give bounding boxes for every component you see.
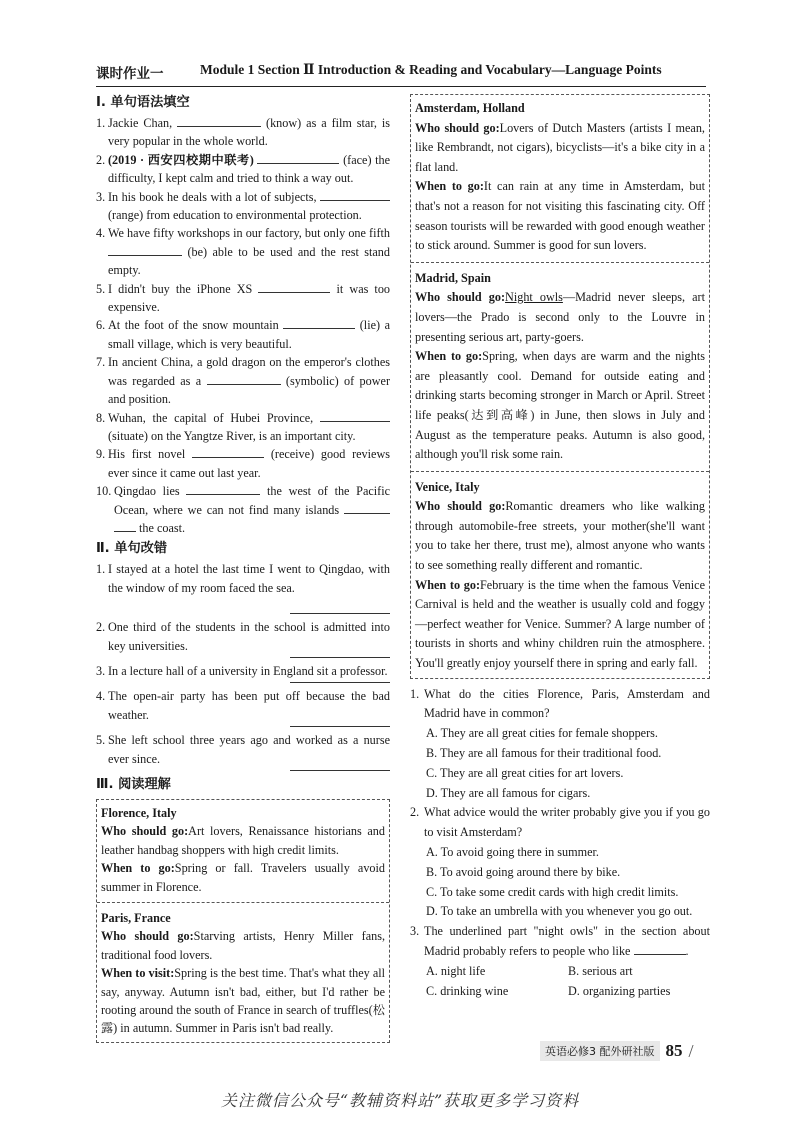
mcq-3-options-row-2 (410, 982, 710, 1002)
answer-blank[interactable] (114, 519, 136, 532)
page-number: 85 (665, 1041, 683, 1060)
reading-questions (410, 685, 710, 1002)
fill-item-3: 3. In his book he deals with a lot of subjects, (range) from education to environmental protection. (96, 188, 390, 225)
madrid-when: When to go:Spring, when days are warm and the nights are pleasantly cool. Demand for outside eating and drinking starts becoming stronger in March or April. Street life peaks(达到高峰) in June, then slows in July and August as the temperature peaks. Autumn is also good, although you'll risk some rain. (415, 349, 705, 462)
fill-item-4: 4. We have fifty workshops in our factory, but only one fifth (be) able to be used and the rest stand empty. (96, 226, 390, 278)
header-title: Module 1 Section Ⅱ Introduction & Reading and Vocabulary—Language Points (200, 62, 662, 77)
answer-line[interactable] (290, 678, 390, 683)
mcq-2-option-a[interactable]: A. To avoid going there in summer. (426, 845, 599, 859)
answer-blank[interactable] (257, 151, 339, 164)
mcq-3-option-d[interactable]: D. organizing parties (568, 983, 671, 998)
section-title-correction: Ⅱ. 单句改错 (96, 541, 168, 557)
mcq-1-option-c[interactable]: C. They are all great cities for art lovers. (426, 765, 624, 780)
city-title-amsterdam: Amsterdam, Holland (415, 101, 525, 115)
mcq-3-option-c[interactable]: C. drinking wine (426, 983, 509, 998)
answer-blank[interactable] (192, 445, 264, 458)
florence-when: When to go:Spring or fall. Travelers usually avoid summer in Florence. (101, 861, 385, 894)
mcq-3-option-a[interactable]: A. night life (426, 963, 486, 978)
correction-item-5: 5. She left school three years ago and worked as a nurse ever since. (96, 731, 390, 771)
section-title-grammar: Ⅰ. 单句语法填空 (96, 95, 190, 110)
book-tag: 英语必修3 配外研社版 (540, 1041, 660, 1061)
mcq-question-1: 1. What do the cities Florence, Paris, Amsterdam and Madrid have in common? (410, 686, 710, 721)
correction-item-3: 3. In a lecture hall of a university in England sit a professor. (96, 662, 390, 683)
fill-item-7: 7. In ancient China, a gold dragon on the emperor's clothes was regarded as a (symbolic) of power and position. (96, 355, 391, 407)
mcq-question-2: 2. What advice would the writer probably give you if you go to visit Amsterdam? (410, 805, 710, 840)
answer-line[interactable] (290, 653, 390, 658)
mcq-1-option-b[interactable]: B. They are all famous for their traditional food. (426, 746, 662, 761)
box-divider (97, 902, 389, 903)
mcq-3-option-b[interactable]: B. serious art (568, 963, 633, 978)
mcq-1-option-a[interactable]: A. They are all great cities for female shoppers. (426, 726, 658, 741)
footer-slash: / (688, 1040, 694, 1061)
city-title-madrid: Madrid, Spain (415, 270, 491, 285)
answer-blank[interactable] (320, 409, 390, 422)
underlined-night-owls: Night owls (505, 290, 563, 305)
answer-blank[interactable] (634, 942, 686, 955)
answer-line[interactable] (290, 722, 390, 727)
mcq-2-option-d[interactable]: D. To take an umbrella with you whenever you go out. (426, 904, 693, 919)
fill-item-2: 2. (2019 · 西安四校期中联考) (face) the difficulty, I kept calm and tried to think a way out. (96, 152, 391, 186)
mcq-3-options-row-1 (410, 962, 710, 982)
answer-blank[interactable] (207, 372, 281, 385)
fill-item-1: 1. Jackie Chan, (know) as a film star, is very popular in the whole world. (96, 116, 391, 149)
amsterdam-when: When to go:It can rain at any time in Amsterdam, but that's not a reason for not visiting this fascinating city. Off season tourists will be rewarded with good enough weather to stick around. Summer is good for sun lovers. (415, 179, 705, 253)
city-title-florence: Florence, Italy (101, 806, 177, 820)
answer-blank[interactable] (108, 243, 182, 256)
venice-when: When to go:February is the time when the famous Venice Carnival is held and the weather is usually cold and foggy—perfect weather for Venice. Summer? A large number of tourists in shorts and whiny children ruin the atmosphere. You'll greatly enjoy yourself there in spring and early fall. (415, 577, 705, 671)
answer-blank[interactable] (320, 188, 390, 201)
paris-who: Who should go:Starving artists, Henry Miller fans, traditional food lovers. (101, 929, 385, 962)
box-divider (411, 471, 709, 472)
bottom-handwritten-note: 关注微信公众号“教辅资料站”获取更多学习资料 (220, 1091, 580, 1110)
box-divider (411, 262, 709, 263)
left-column (96, 92, 390, 1043)
venice-who: Who should go:Romantic dreamers who like walking through automobile-free streets, your mother(she'll want you to take her there, trust me), almost anyone who wants to see something really different and romantic. (415, 499, 705, 573)
mcq-question-3: 3. The underlined part "night owls" in the section about Madrid probably refers to people who like . (410, 924, 710, 958)
fill-item-9: 9. His first novel (receive) good reviews ever since it came out last year. (96, 447, 390, 480)
fill-item-6: 6. At the foot of the snow mountain (lie) a small village, which is very beautiful. (96, 318, 390, 351)
amsterdam-who: Who should go:Lovers of Dutch Masters (artists I mean, like Rembrandt, not cigars), bicyclists—it's a bike city in a flat land. (415, 120, 705, 174)
page-header (96, 62, 706, 86)
answer-line[interactable] (290, 766, 390, 771)
section-title-reading: Ⅲ. 阅读理解 (96, 777, 171, 792)
florence-who: Who should go:Art lovers, Renaissance historians and leather handbag shoppers with high credit limits. (101, 824, 385, 857)
correction-item-1: 1. I stayed at a hotel the last time I went to Qingdao, with the window of my room faced the sea. (96, 560, 390, 614)
city-title-paris: Paris, France (101, 911, 171, 926)
madrid-who: Who should go:Night owls—Madrid never sleeps, art lovers—the Prado is second only to the Louvre in presenting serious art, party-goers. (415, 290, 705, 344)
answer-line[interactable] (290, 609, 390, 614)
city-box-right (410, 94, 710, 679)
mcq-2-option-b[interactable]: B. To avoid going around there by bike. (426, 864, 621, 879)
correction-item-4: 4. The open-air party has been put off because the bad weather. (96, 687, 390, 727)
city-box-left (96, 799, 390, 1043)
right-column (410, 94, 710, 1001)
fill-item-10: 10. Qingdao lies the west of the Pacific Ocean, where we can not find many islands the coast. (96, 484, 391, 535)
answer-blank[interactable] (258, 280, 330, 293)
answer-blank[interactable] (283, 316, 355, 329)
header-lesson: 课时作业一 (96, 66, 164, 81)
paris-when: When to visit:Spring is the best time. That's what they all say, anyway. Autumn isn't bad, either, but I'd rather be rooting around the south of France in search of truffles(松露) in autumn. Summer in Paris isn't bad really. (101, 966, 386, 1036)
mcq-2-option-c[interactable]: C. To take some credit cards with high credit limits. (426, 884, 679, 899)
page-footer (540, 1040, 694, 1062)
city-title-venice: Venice, Italy (415, 479, 480, 494)
fill-item-5: 5. I didn't buy the iPhone XS it was too expensive. (96, 281, 391, 315)
correction-item-2: 2. One third of the students in the school is admitted into key universities. (96, 618, 390, 658)
answer-blank[interactable] (344, 501, 390, 514)
answer-blank[interactable] (177, 114, 261, 127)
answer-blank[interactable] (186, 482, 260, 495)
header-rule (96, 86, 706, 87)
fill-item-8: 8. Wuhan, the capital of Hubei Province, (situate) on the Yangtze River, is an important city. (96, 409, 390, 446)
mcq-1-option-d[interactable]: D. They are all famous for cigars. (426, 785, 591, 800)
